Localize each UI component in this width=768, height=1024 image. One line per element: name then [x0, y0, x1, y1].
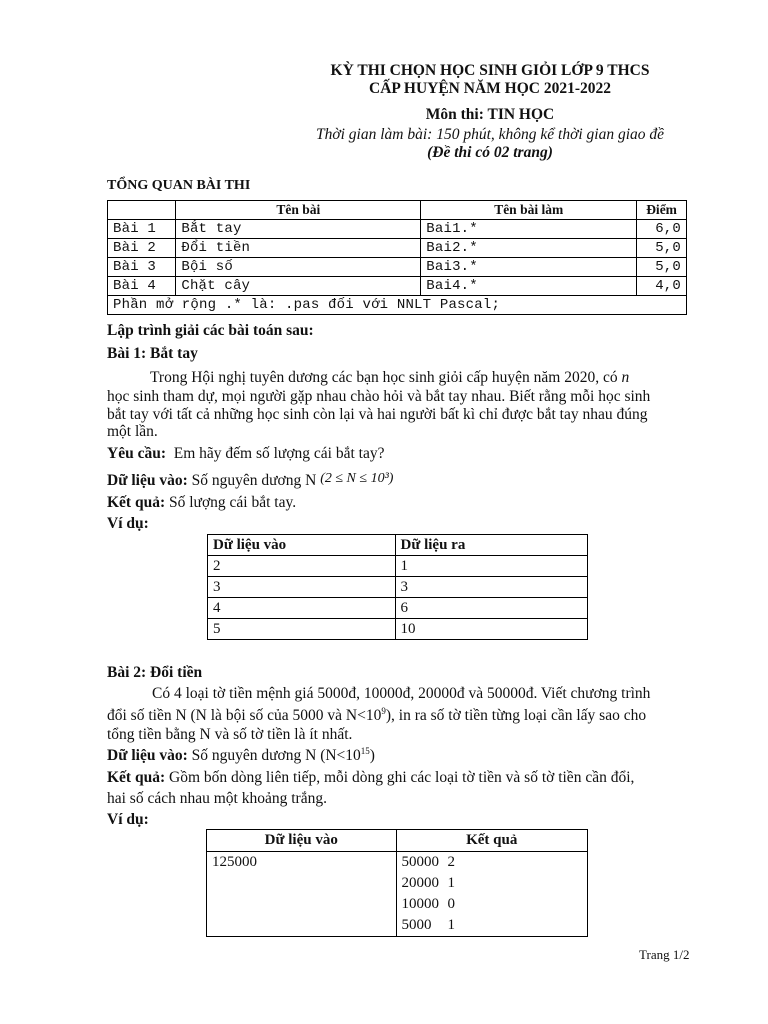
bai1-para-d: một lần. [107, 423, 158, 440]
overview-header-row [108, 201, 687, 220]
bai1-title: Bài 1: Bắt tay [107, 345, 198, 362]
bai1-example-row [208, 577, 588, 598]
overview-row [108, 239, 687, 258]
bai2-example-output [396, 852, 588, 937]
bai2-para-a: Có 4 loại tờ tiền mệnh giá 5000đ, 10000đ, 20000đ và 50000đ. Viết chương trình [152, 685, 651, 702]
overview-cell: 4,0 [637, 277, 687, 296]
bai2-output-text-b: hai số cách nhau một khoảng trắng. [107, 790, 327, 807]
bai1-output [107, 493, 296, 512]
bai1-para-line1 [150, 368, 695, 387]
bai1-output-label: Kết quả: [107, 494, 166, 511]
exam-subject: Môn thi: TIN HỌC [425, 106, 555, 123]
overview-cell: Bai3.* [421, 258, 637, 277]
bai1-example-cell: 3 [395, 577, 588, 598]
bai2-example-row [207, 852, 588, 937]
bai1-example-row [208, 556, 588, 577]
overview-note: Phần mở rộng .* là: .pas đối với NNLT Pascal; [108, 296, 687, 315]
bai2-input-close: ) [369, 747, 375, 764]
bai2-example-header [207, 830, 588, 852]
bai2-count: 1 [447, 917, 455, 933]
bai1-example-table [207, 534, 588, 640]
overview-table [107, 200, 687, 315]
overview-cell: Bai2.* [421, 239, 637, 258]
bai2-para-c: tổng tiền bằng N và số tờ tiền là ít nhất. [107, 726, 353, 743]
bai2-para-exp: 9 [381, 705, 386, 716]
bai1-para-b: học sinh tham dự, mọi người gặp nhau chào hỏi và bắt tay nhau. Biết rằng mỗi học sinh [107, 388, 651, 405]
bai1-para-a: Trong Hội nghị tuyên dương các bạn học sinh giỏi cấp huyện năm 2020, có [150, 369, 618, 386]
overview-col-score: Điểm [637, 201, 687, 220]
bai2-output [107, 768, 697, 787]
bai2-count: 1 [447, 875, 455, 891]
bai1-input-math: (2 ≤ N ≤ 10³) [320, 471, 394, 486]
bai2-input-exp: 15 [360, 745, 370, 756]
bai1-example-cell: 6 [395, 598, 588, 619]
bai1-example-head-out: Dữ liệu ra [395, 535, 588, 556]
bai2-example-head-out: Kết quả [396, 830, 588, 852]
bai2-output-text-a: Gồm bốn dòng liên tiếp, mỗi dòng ghi các loại tờ tiền và số tờ tiền cần đổi, [169, 769, 635, 786]
overview-col-file: Tên bài làm [421, 201, 637, 220]
bai1-input [107, 471, 393, 491]
bai2-output-line [402, 894, 583, 915]
bai2-example-head-in: Dữ liệu vào [207, 830, 397, 852]
bai1-para-var: n [621, 369, 630, 386]
overview-cell: 5,0 [637, 239, 687, 258]
overview-row [108, 258, 687, 277]
overview-row [108, 277, 687, 296]
bai2-output-line [402, 852, 583, 873]
bai2-count: 2 [447, 854, 455, 870]
bai1-example-cell: 5 [208, 619, 396, 640]
bai2-denom: 5000 [401, 917, 432, 933]
bai2-output-label: Kết quả: [107, 769, 166, 786]
page-number: Trang 1/2 [639, 947, 690, 962]
bai1-example-head-in: Dữ liệu vào [208, 535, 396, 556]
overview-cell: 6,0 [637, 220, 687, 239]
bai1-example-label: Ví dụ: [107, 515, 149, 532]
bai2-output-line [402, 915, 583, 936]
bai1-example-cell: 2 [208, 556, 396, 577]
bai2-count: 0 [447, 896, 455, 912]
overview-cell: Chặt cây [176, 277, 421, 296]
bai1-example-cell: 10 [395, 619, 588, 640]
bai2-title: Bài 2: Đổi tiền [107, 664, 203, 681]
bai1-example-cell: 3 [208, 577, 396, 598]
bai1-para-c: bắt tay với tất cả những học sinh còn lại và hai người bất kì chỉ được bắt tay nhau đúng [107, 406, 648, 423]
overview-row [108, 220, 687, 239]
overview-cell: Đổi tiền [176, 239, 421, 258]
bai2-example-table [206, 829, 588, 937]
intro-text: Lập trình giải các bài toán sau: [107, 322, 314, 339]
bai1-example-cell: 4 [208, 598, 396, 619]
overview-title: TỔNG QUAN BÀI THI [107, 178, 251, 193]
bai2-input [107, 746, 375, 765]
bai2-para-line2 [107, 706, 697, 725]
overview-cell: Bội số [176, 258, 421, 277]
bai2-para-b2: ), in ra số tờ tiền từng loại cần lấy sao cho [385, 707, 647, 724]
bai2-input-text: Số nguyên dương N (N<10 [191, 747, 361, 764]
bai1-requirement [107, 444, 384, 463]
bai2-output-line [402, 873, 583, 894]
overview-cell: Bai4.* [421, 277, 637, 296]
overview-cell: Bài 1 [108, 220, 176, 239]
overview-col-0 [108, 201, 176, 220]
exam-title-line1: KỲ THI CHỌN HỌC SINH GIỎI LỚP 9 THCS [330, 62, 650, 79]
bai1-req-label: Yêu cầu: [107, 445, 166, 462]
overview-cell: 5,0 [637, 258, 687, 277]
overview-cell: Bai1.* [421, 220, 637, 239]
exam-time: Thời gian làm bài: 150 phút, không kể thời gian giao đề [315, 126, 665, 143]
bai1-input-label: Dữ liệu vào: [107, 472, 188, 489]
bai2-denom: 10000 [401, 896, 439, 912]
bai2-input-label: Dữ liệu vào: [107, 747, 188, 764]
bai2-example-input: 125000 [207, 852, 397, 937]
bai1-input-text: Số nguyên dương N [191, 472, 317, 489]
overview-cell: Bắt tay [176, 220, 421, 239]
bai1-output-text: Số lượng cái bắt tay. [169, 494, 297, 511]
overview-cell: Bài 2 [108, 239, 176, 258]
bai1-example-header [208, 535, 588, 556]
bai2-example-label: Ví dụ: [107, 811, 149, 828]
overview-col-name: Tên bài [176, 201, 421, 220]
exam-pages: (Đề thi có 02 trang) [427, 144, 553, 161]
exam-title-line2: CẤP HUYỆN NĂM HỌC 2021-2022 [369, 80, 611, 97]
bai2-para-b1: đổi số tiền N (N là bội số của 5000 và N<10 [107, 707, 382, 724]
overview-note-row [108, 296, 687, 315]
bai1-req-text: Em hãy đếm số lượng cái bắt tay? [173, 445, 385, 462]
bai2-denom: 20000 [401, 875, 439, 891]
overview-cell: Bài 4 [108, 277, 176, 296]
bai1-example-row [208, 619, 588, 640]
bai2-denom: 50000 [401, 854, 439, 870]
overview-cell: Bài 3 [108, 258, 176, 277]
bai1-example-row [208, 598, 588, 619]
bai1-example-cell: 1 [395, 556, 588, 577]
